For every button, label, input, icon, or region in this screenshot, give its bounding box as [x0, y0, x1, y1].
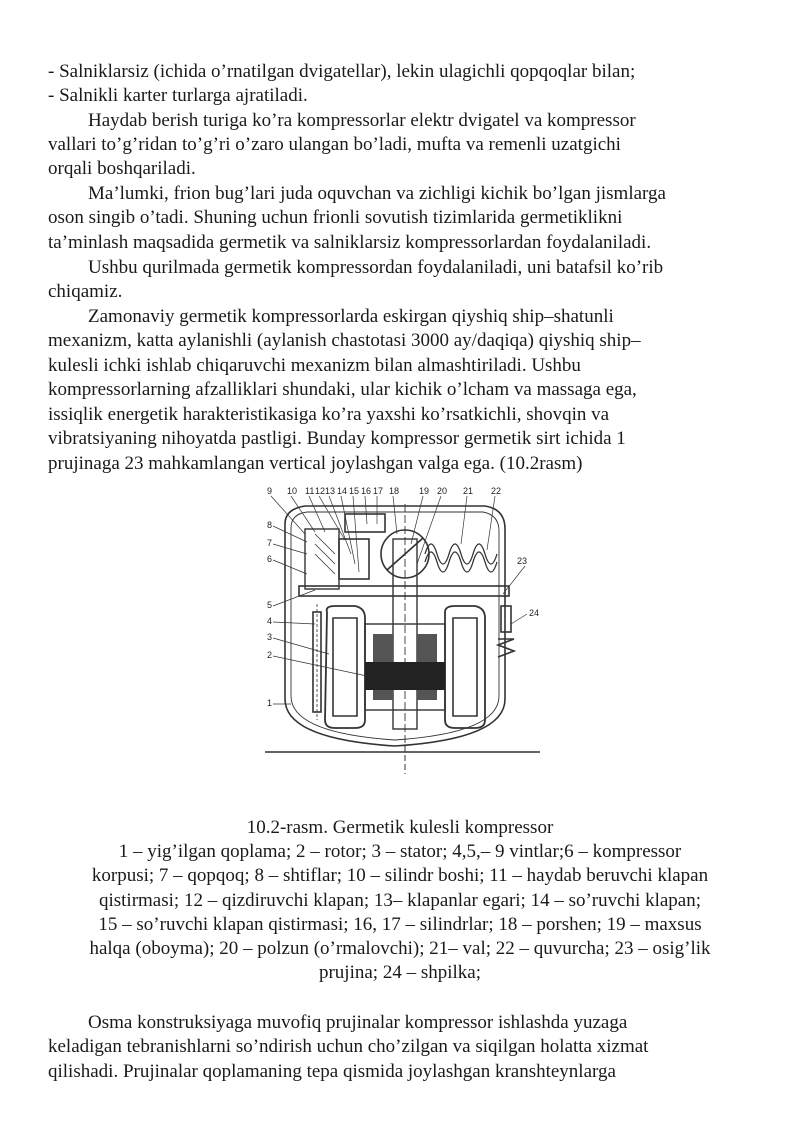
- paragraph-5-line-1: Osma konstruksiyaga muvofiq prujinalar kompressor ishlashda yuzaga: [88, 1012, 628, 1033]
- callout-2: 2: [267, 650, 273, 660]
- callout-22: 22: [491, 486, 502, 496]
- callout-16: 16: [361, 486, 372, 496]
- paragraph-2-line-2: oson singib o’tadi. Shuning uchun frionli sovutish tizimlarida germetiklikni: [48, 207, 623, 228]
- paragraph-4-line-7: prujinaga 23 mahkamlangan vertical joylashgan valga ega. (10.2rasm): [48, 453, 583, 474]
- paragraph-4-line-2: mexanizm, katta aylanishli (aylanish chastotasi 3000 ay/daqiqa) qiyshiq ship–: [48, 330, 641, 351]
- callout-20: 20: [437, 486, 448, 496]
- paragraph-5-line-2: keladigan tebranishlarni so’ndirish uchun cho’zilgan va siqilgan holatta xizmat: [48, 1036, 649, 1057]
- caption-legend-line-6: prujina; 24 – shpilka;: [318, 962, 481, 983]
- callout-15: 15: [349, 486, 360, 496]
- figure-top-labels: [267, 486, 501, 496]
- caption-legend-line-4: 15 – so’ruvchi klapan qistirmasi; 16, 17 – silindrlar; 18 – porshen; 19 – maxsus: [98, 914, 702, 935]
- paragraph-2-line-1: Ma’lumki, frion bug’lari juda oquvchan va zichligi kichik bo’lgan jismlarga: [88, 183, 666, 204]
- paragraph-1-line-3: orqali boshqariladi.: [48, 158, 196, 179]
- callout-6: 6: [267, 554, 273, 564]
- paragraph-3-line-1: Ushbu qurilmada germetik kompressordan foydalaniladi, uni batafsil ko’rib: [88, 257, 664, 278]
- list-item-salnikli: - Salnikli karter turlarga ajratiladi.: [48, 85, 308, 106]
- callout-4: 4: [267, 616, 273, 626]
- paragraph-2-line-3: ta’minlash maqsadida germetik va salniklarsiz kompressorlardan foydalaniladi.: [48, 232, 652, 253]
- paragraph-4-line-5: issiqlik energetik harakteristikasiga ko’ra yaxshi ko’rsatkichli, shovqin va: [48, 404, 610, 425]
- callout-23: 23: [517, 556, 528, 566]
- caption-legend-line-5: halqa (oboyma); 20 – polzun (o’rmalovchi); 21– val; 22 – quvurcha; 23 – osig’lik: [89, 938, 711, 959]
- paragraph-5-line-3: qilishadi. Prujinalar qoplamaning tepa qismida joylashgan kranshteynlarga: [48, 1061, 616, 1082]
- figure-right-labels: [517, 556, 539, 618]
- caption-legend-line-2: korpusi; 7 – qopqoq; 8 – shtiflar; 10 – silindr boshi; 11 – haydab beruvchi klapan: [91, 865, 709, 886]
- callout-3: 3: [267, 632, 273, 642]
- paragraph-4-line-6: vibratsiyaning nihoyatda pastligi. Bunday kompressor germetik sirt ichida 1: [48, 428, 626, 449]
- caption-legend-line-1: 1 – yig’ilgan qoplama; 2 – rotor; 3 – stator; 4,5,– 9 vintlar;6 – kompressor: [118, 841, 682, 862]
- callout-11: 11: [305, 486, 315, 496]
- callout-21: 21: [463, 486, 474, 496]
- callout-18: 18: [389, 486, 400, 496]
- list-item-salniklarsiz: - Salniklarsiz (ichida o’rnatilgan dvigatellar), lekin ulagichli qopqoqlar bilan;: [48, 61, 636, 82]
- caption-legend-line-3: qistirmasi; 12 – qizdiruvchi klapan; 13– klapanlar egari; 14 – so’ruvchi klapan;: [98, 890, 702, 911]
- paragraph-4-line-4: kompressorlarning afzalliklari shundaki, ular kichik o’lcham va massaga ega,: [48, 379, 637, 400]
- paragraph-4-line-3: kulesli ichki ishlab chiqaruvchi mexanizm bilan almashtiriladi. Ushbu: [48, 355, 581, 376]
- callout-8: 8: [267, 520, 273, 530]
- callout-9: 9: [267, 486, 273, 496]
- paragraph-4-line-1: Zamonaviy germetik kompressorlarda eskirgan qiyshiq ship–shatunli: [88, 306, 614, 327]
- paragraph-3-line-2: chiqamiz.: [48, 281, 123, 302]
- callout-1: 1: [267, 698, 273, 708]
- callout-13: 13: [325, 486, 336, 496]
- compressor-diagram: [255, 484, 555, 784]
- callout-24: 24: [529, 608, 540, 618]
- callout-7: 7: [267, 538, 273, 548]
- paragraph-1-line-2: vallari to’g’ridan to’g’ri o’zaro ulangan bo’ladi, mufta va remenli uzatgichi: [48, 134, 621, 155]
- callout-10: 10: [287, 486, 298, 496]
- callout-5: 5: [267, 600, 273, 610]
- paragraph-1-line-1: Haydab berish turiga ko’ra kompressorlar elektr dvigatel va kompressor: [88, 110, 636, 131]
- callout-19: 19: [419, 486, 430, 496]
- figure-left-labels: [267, 520, 272, 708]
- callout-17: 17: [373, 486, 384, 496]
- figure-caption-title: 10.2-rasm. Germetik kulesli kompressor: [246, 817, 554, 838]
- callout-12: 12: [315, 486, 326, 496]
- callout-14: 14: [337, 486, 348, 496]
